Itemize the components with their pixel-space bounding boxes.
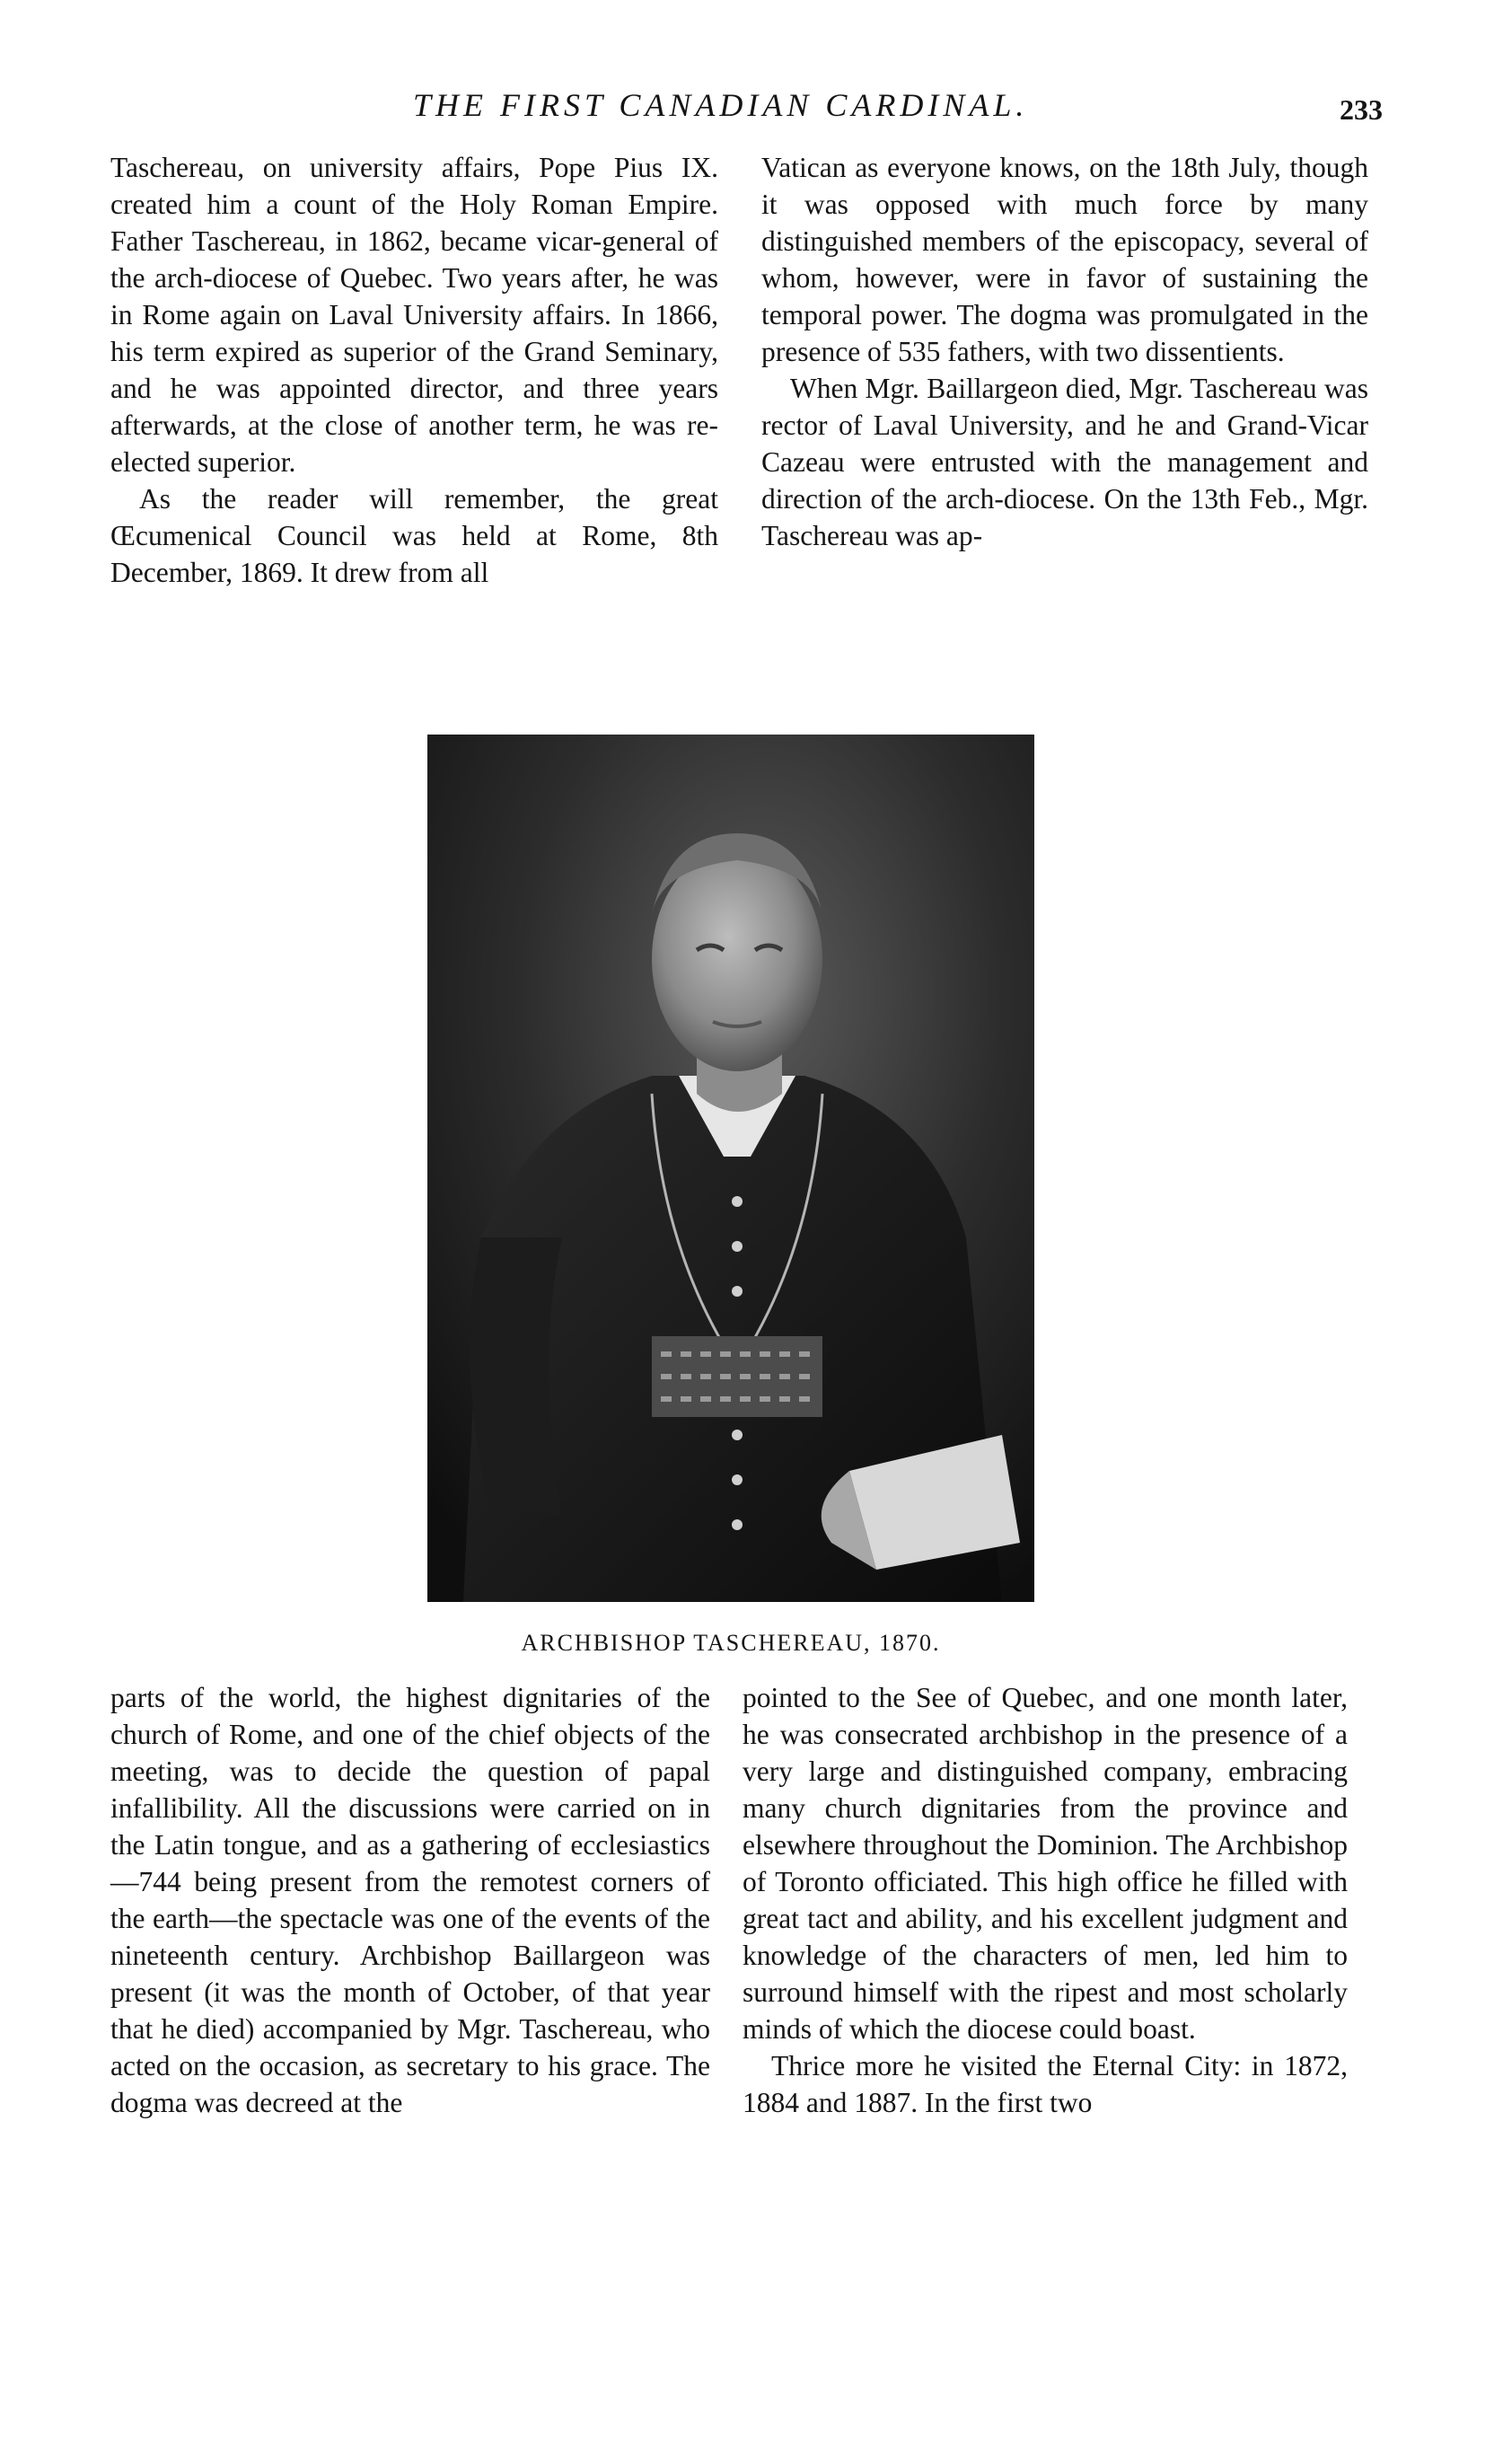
column-bottom-left xyxy=(110,1679,710,2121)
page-number: 233 xyxy=(1340,93,1383,126)
paragraph: parts of the world, the highest dignitaries of the church of Rome, and one of the chief objects of the meeting, was to decide the question of papal infallibility. All the discussions were carried on in the Latin tongue, and as a gathering of ecclesiastics—744 being present from the remotest corners of the earth—the spectacle was one of the events of the nineteenth century. Archbishop Baillargeon was present (it was the month of October, of that year that he died) accompanied by Mgr. Taschereau, who acted on the occasion, as secretary to his grace. The dogma was decreed at the xyxy=(110,1682,710,2118)
figure-caption: ARCHBISHOP TASCHEREAU, 1870. xyxy=(521,1630,941,1656)
column-top-left xyxy=(110,149,718,591)
running-head xyxy=(108,83,1383,129)
running-title: THE FIRST CANADIAN CARDINAL. xyxy=(413,87,1029,123)
paragraph: Thrice more he visited the Eternal City: in 1872, 1884 and 1887. In the first two xyxy=(743,2050,1348,2118)
paragraph: Vatican as everyone knows, on the 18th July, though it was opposed with much force by many distinguished members of the episcopacy, several of whom, however, were in favor of sustaining the temporal power. The dogma was promulgated in the presence of 535 fathers, with two dissentients. xyxy=(761,152,1368,367)
column-bottom-right xyxy=(743,1679,1348,2121)
paragraph: Taschereau, on university affairs, Pope Pius IX. created him a count of the Holy Roman Empire. Father Taschereau, in 1862, became vicar-general of the arch-diocese of Quebec. Two years after, he was in Rome again on Laval University affairs. In 1866, his term expired as superior of the Grand Seminary, and he was appointed director, and three years afterwards, at the close of another term, he was re-elected superior. xyxy=(110,152,718,478)
paragraph: When Mgr. Baillargeon died, Mgr. Taschereau was rector of Laval University, and he and Grand-Vicar Cazeau were entrusted with the management and direction of the arch-diocese. On the 13th Feb., Mgr. Taschereau was ap- xyxy=(761,373,1368,551)
paragraph: As the reader will remember, the great Œcumenical Council was held at Rome, 8th December, 1869. It drew from all xyxy=(110,483,718,588)
paragraph: pointed to the See of Quebec, and one month later, he was consecrated archbishop in the presence of a very large and distinguished company, embracing many church dignitaries from the province and elsewhere throughout the Dominion. The Archbishop of Toronto officiated. This high office he filled with great tact and ability, and his excellent judgment and knowledge of the characters of men, led him to surround himself with the ripest and most scholarly minds of which the diocese could boast. xyxy=(743,1682,1348,2045)
portrait-photograph xyxy=(427,735,1034,1602)
column-top-right xyxy=(761,149,1368,554)
